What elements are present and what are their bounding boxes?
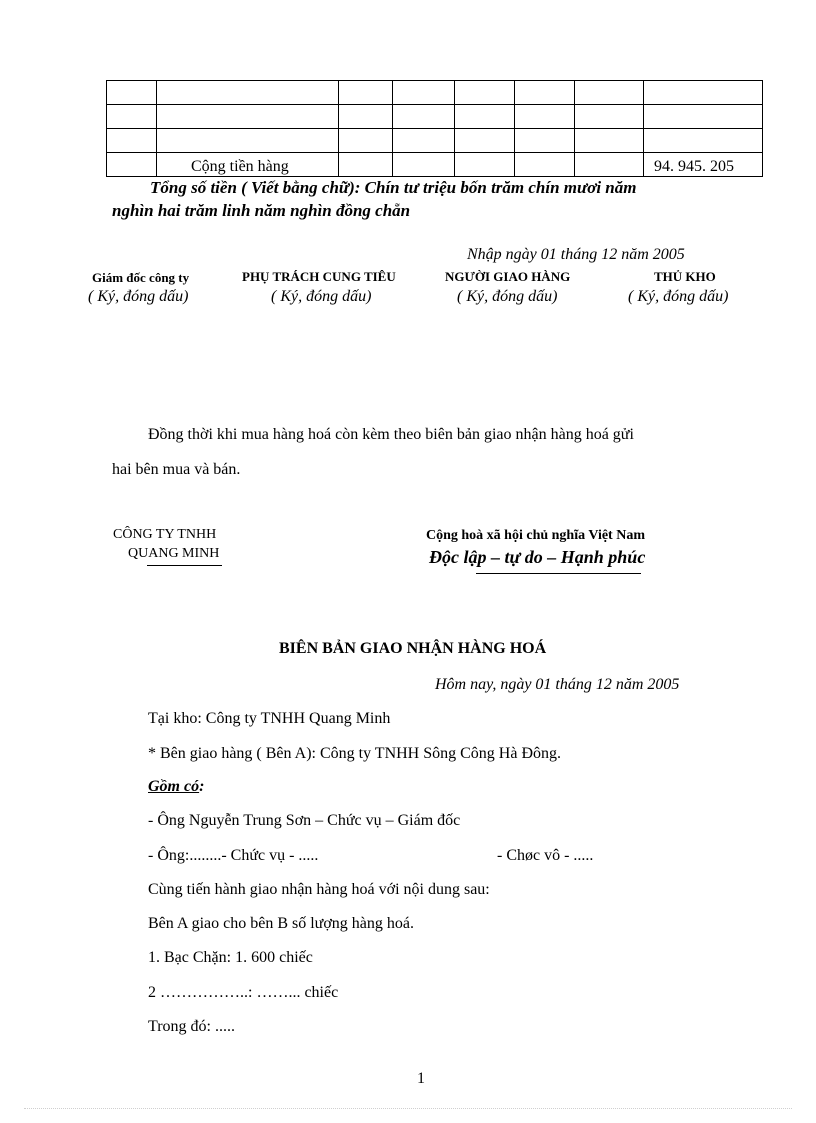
total-label: Cộng tiền hàng: [157, 153, 339, 177]
amount-in-words-line1: Tổng số tiền ( Viết bằng chữ): Chín tư triệu bốn trăm chín mươi năm: [150, 178, 637, 197]
signature-title-storekeeper: THỦ KHO: [654, 269, 716, 284]
table-row: [107, 105, 763, 129]
motto-underline: [476, 573, 641, 574]
party-a-gives-line: Bên A giao cho bên B số lượng hàng hoá.: [148, 915, 414, 932]
republic-name: Cộng hoà xã hội chủ nghĩa Việt Nam: [426, 528, 645, 543]
table-row: [107, 81, 763, 105]
signature-title-director: Giám đốc công ty: [92, 270, 190, 285]
signature-note-supply: ( Ký, đóng dấu): [271, 288, 372, 305]
paragraph-line1: Đồng thời khi mua hàng hoá còn kèm theo biên bản giao nhận hàng hoá gửi: [148, 426, 634, 443]
item2-line: 2 ……………..: ……... chiếc: [148, 984, 339, 1001]
party-a-line: * Bên giao hàng ( Bên A): Công ty TNHH Sông Công Hà Đông.: [148, 745, 562, 762]
warehouse-line: Tại kho: Công ty TNHH Quang Minh: [148, 710, 391, 727]
republic-motto: Độc lập – tự do – Hạnh phúc: [429, 547, 646, 567]
amount-in-words-line2: nghìn hai trăm linh năm nghìn đồng chẵn: [112, 201, 411, 220]
page-bottom-divider: [24, 1108, 792, 1109]
page-number: 1: [417, 1070, 425, 1087]
table-total-row: [107, 153, 763, 177]
entry-date: Nhập ngày 01 tháng 12 năm 2005: [467, 246, 685, 263]
paragraph-line2: hai bên mua và bán.: [112, 461, 241, 478]
together-line: Cùng tiến hành giao nhận hàng hoá với nội dung sau:: [148, 881, 490, 898]
includes-colon: :: [199, 778, 205, 795]
person2-line-right: - Chøc vô - .....: [497, 847, 594, 864]
signature-title-deliverer: NGƯỜI GIAO HÀNG: [445, 269, 571, 284]
company-name-line1: CÔNG TY TNHH: [113, 527, 217, 542]
document-title: BIÊN BẢN GIAO NHẬN HÀNG HOÁ: [279, 640, 547, 657]
includes-heading: [148, 778, 204, 796]
signature-note-deliverer: ( Ký, đóng dấu): [457, 288, 558, 305]
goods-table: [106, 80, 763, 177]
person1-line: - Ông Nguyễn Trung Sơn – Chức vụ – Giám đốc: [148, 812, 461, 829]
person2-line-left: - Ông:........- Chức vụ - .....: [148, 847, 319, 864]
signature-note-storekeeper: ( Ký, đóng dấu): [628, 288, 729, 305]
company-underline: [147, 565, 222, 566]
signature-title-supply: PHỤ TRÁCH CUNG TIÊU: [242, 269, 396, 284]
item1-line: 1. Bạc Chặn: 1. 600 chiếc: [148, 949, 313, 966]
of-which-line: Trong đó: .....: [148, 1018, 235, 1035]
includes-label: Gồm có: [148, 778, 200, 795]
total-amount: 94. 945. 205: [644, 153, 763, 177]
document-date: Hôm nay, ngày 01 tháng 12 năm 2005: [435, 676, 680, 693]
signature-note-director: ( Ký, đóng dấu): [88, 288, 189, 305]
company-name-line2: QUANG MINH: [128, 546, 220, 561]
table-row: [107, 129, 763, 153]
